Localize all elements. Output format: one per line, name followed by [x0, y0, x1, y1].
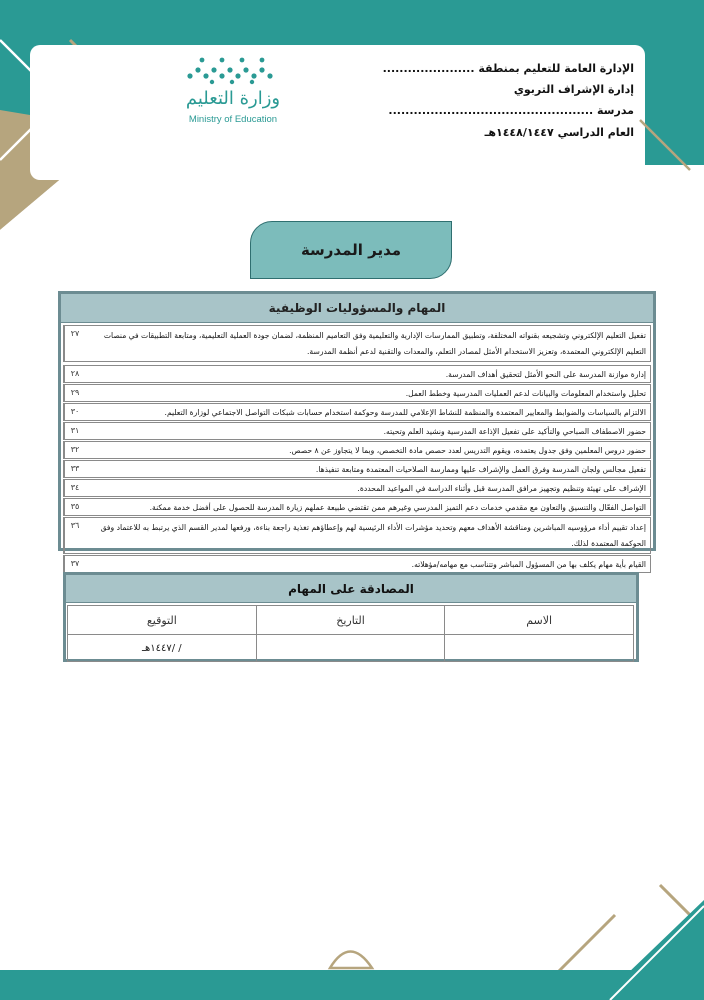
logo-arabic: وزارة التعليم: [185, 88, 281, 109]
col-header-signature: التوقيع: [68, 606, 256, 635]
col-header-name: الاسم: [445, 606, 633, 635]
duty-number: ٣٥: [64, 499, 85, 515]
date-field[interactable]: [257, 635, 445, 661]
duty-row: [63, 498, 651, 516]
duty-text: التواصل الفعّال والتنسيق والتعاون مع مقدمي خدمات دعم التميز المدرسي وغيرهم ممن تقتضي طبيعة عملهم زيارة المدرسة للحصول على أفضل خدمة ممكنة.: [149, 503, 646, 512]
duty-row: [63, 325, 651, 362]
duties-table: [58, 291, 656, 569]
role-title: مدير المدرسة: [250, 221, 452, 279]
duty-text: حضور الاصطفاف الصباحي والتأكيد على تفعيل الإذاعة المدرسية ونشيد العلم وتحيته.: [383, 427, 646, 436]
duty-number: ٣٢: [64, 442, 85, 458]
duty-number: ٢٧: [64, 326, 85, 361]
duty-number: ٢٩: [64, 385, 85, 401]
duty-row: [63, 517, 651, 554]
duty-number: ٣٣: [64, 461, 85, 477]
duty-number: ٣٧: [64, 556, 85, 572]
duty-row: [63, 384, 651, 402]
footer-band: [0, 970, 704, 1000]
approval-col-date: [256, 605, 446, 662]
duty-row: [63, 422, 651, 440]
logo-english: Ministry of Education: [188, 114, 278, 125]
duty-row: [63, 365, 651, 383]
duty-row: [63, 479, 651, 497]
duty-text: إدارة موازنة المدرسة على النحو الأمثل لتحقيق أهداف المدرسة.: [445, 370, 646, 379]
header-year-line: العام الدراسي ١٤٤٨/١٤٤٧هـ: [484, 126, 634, 139]
duty-text: القيام بأية مهام يكلف بها من المسؤول المباشر وتتناسب مع مهامه/مؤهلاته.: [411, 560, 646, 569]
ministry-logo: [178, 52, 288, 132]
logo-dots-icon: [178, 52, 288, 88]
duty-text: تفعيل التعليم الإلكتروني وتشجيعه بقنواته المختلفة، وتطبيق الممارسات الإدارية والتعليمية وفق التعاميم المنظمة، لضمان جودة العملية التعليمية، ومتابعة التطبيقات في منصات التعليم الإلكتروني المعتمدة، وتعزيز الاستخدام الأمثل لمصادر التعلم، والمعدات والتقنية لدعم أنظمة المدرسة.: [103, 331, 646, 356]
header-region-line: الإدارة العامة للتعليم بمنطقة ......................: [382, 62, 634, 75]
duty-text: إعداد تقييم أداء مرؤوسيه المباشرين ومناقشة الأهداف معهم وتحديد مؤشرات الأداء الرئيسية لهم وإعطاؤهم تغذية راجعة بناءة، ورفعها لمدير القسم الذي يرتبط به للاعتماد وفق الحوكمة المعتمدة لذلك.: [100, 523, 646, 548]
duty-number: ٢٨: [64, 366, 85, 382]
header-department-line: إدارة الإشراف التربوي: [513, 83, 634, 96]
duty-text: الإشراف على تهيئة وتنظيم وتجهيز مرافق المدرسة قبل وأثناء الدراسة في المواعيد المحددة.: [357, 484, 646, 493]
approval-col-name: [444, 605, 634, 662]
name-field[interactable]: [445, 635, 633, 661]
duty-row: [63, 441, 651, 459]
header-school-line: مدرسة .................................................: [388, 104, 634, 117]
duties-heading: المهام والمسؤوليات الوظيفية: [61, 294, 653, 323]
duty-number: ٣٤: [64, 480, 85, 496]
duty-number: ٣٦: [64, 518, 85, 553]
duty-text: تفعيل مجالس ولجان المدرسة وفرق العمل والإشراف عليها وممارسة الصلاحيات المعتمدة ومتابعة تنفيذها.: [315, 465, 646, 474]
approval-col-signature: [67, 605, 257, 662]
approval-heading: المصادقة على المهام: [66, 575, 636, 603]
duty-row: [63, 460, 651, 478]
duty-row: [63, 403, 651, 421]
signature-field[interactable]: / /١٤٤٧هـ: [142, 642, 182, 654]
approval-table: [63, 572, 639, 662]
duty-text: حضور دروس المعلمين وفق جدول يعتمده، ويقوم التدريس لعدد حصص مادة التخصص، وبما لا يتجاوز عن ٨ حصص.: [289, 446, 646, 455]
duty-number: ٣١: [64, 423, 85, 439]
duty-row: [63, 555, 651, 573]
duty-text: تحليل واستخدام المعلومات والبيانات لدعم العمليات المدرسية وخطط العمل.: [405, 389, 646, 398]
duty-number: ٣٠: [64, 404, 85, 420]
col-header-date: التاريخ: [257, 606, 445, 635]
duty-text: الالتزام بالسياسات والضوابط والمعايير المعتمدة والمنظمة للنشاط الإعلامي للمدرسة وحوكمة استخدام حسابات شبكات التواصل الاجتماعي لوزارة التعليم.: [164, 408, 646, 417]
